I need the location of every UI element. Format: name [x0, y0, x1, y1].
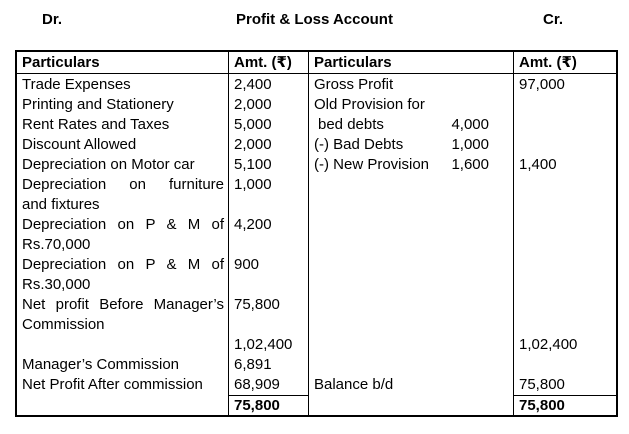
credit-particular-line — [309, 255, 513, 275]
credit-particular-line — [309, 115, 513, 135]
credit-particular-line — [309, 355, 513, 375]
credit-amount-column — [514, 74, 616, 415]
credit-particular-line — [309, 235, 513, 255]
debit-amount — [229, 235, 308, 255]
credit-particular-line: Old Provision for — [314, 96, 425, 113]
credit-particular-line — [309, 155, 513, 175]
debit-amount: 2,000 — [234, 96, 272, 113]
credit-particular-label: (-) New Provision — [314, 156, 430, 173]
debit-total-amount: 75,800 — [229, 395, 308, 415]
debit-particular-line: Rs.70,000 — [22, 236, 91, 253]
credit-particular-line — [309, 395, 513, 415]
debit-particular-line: Commission — [22, 316, 105, 333]
debit-amount — [229, 315, 308, 335]
debit-particular-line — [17, 395, 228, 415]
credit-particular-line — [309, 215, 513, 235]
column-header-credit-amount: Amt. (₹) — [514, 52, 616, 74]
debit-particular-line: Depreciation on furniture — [22, 176, 224, 193]
debit-particular-line: Printing and Stationery — [22, 96, 174, 113]
credit-inner-amount: 1,000 — [451, 136, 489, 153]
debit-particular-line: Depreciation on P & M of — [22, 216, 224, 233]
debit-amount: 75,800 — [234, 296, 280, 313]
debit-amount: 68,909 — [234, 376, 280, 393]
credit-particular-line — [309, 335, 513, 355]
column-header-credit-particulars: Particulars — [309, 52, 514, 74]
credit-amount: 97,000 — [519, 76, 565, 93]
debit-particular-line: Rent Rates and Taxes — [22, 116, 170, 133]
credit-particular-line — [309, 175, 513, 195]
credit-particular-label: bed debts — [318, 116, 384, 133]
debit-particular-line: Net Profit After commission — [22, 376, 203, 393]
credit-particular-line — [309, 135, 513, 155]
credit-amount — [514, 215, 616, 235]
column-header-debit-particulars: Particulars — [17, 52, 229, 74]
credit-amount — [514, 355, 616, 375]
debit-amount: 6,891 — [234, 356, 272, 373]
cr-label: Cr. — [543, 11, 564, 28]
credit-amount — [514, 315, 616, 335]
debit-particular-line: Net profit Before Manager’s — [22, 296, 224, 313]
debit-amount: 2,400 — [234, 76, 272, 93]
debit-amount: 5,000 — [234, 116, 272, 133]
credit-amount — [514, 115, 616, 135]
debit-particulars-column — [17, 74, 229, 415]
credit-inner-amount: 4,000 — [451, 116, 489, 133]
debit-amount: 4,200 — [234, 216, 272, 233]
column-header-debit-amount: Amt. (₹) — [229, 52, 309, 74]
debit-amount: 900 — [234, 256, 260, 273]
debit-amount: 1,000 — [234, 176, 272, 193]
credit-particular-label: (-) Bad Debts — [314, 136, 404, 153]
credit-amount — [514, 135, 616, 155]
credit-particular-line — [309, 295, 513, 315]
page-title: Profit & Loss Account — [236, 11, 393, 28]
credit-amount: 75,800 — [519, 376, 565, 393]
debit-amount: 5,100 — [234, 156, 272, 173]
debit-particular-line: Rs.30,000 — [22, 276, 91, 293]
credit-particular-line — [309, 275, 513, 295]
debit-particular-line: Discount Allowed — [22, 136, 137, 153]
credit-inner-amount: 1,600 — [451, 156, 489, 173]
credit-particulars-column — [309, 74, 514, 415]
credit-particular-line: Balance b/d — [314, 376, 394, 393]
debit-amount-column — [229, 74, 309, 415]
debit-amount: 1,02,400 — [234, 336, 293, 353]
account-title-bar — [0, 11, 629, 33]
credit-particular-line — [309, 315, 513, 335]
debit-particular-line: and fixtures — [22, 196, 100, 213]
debit-particular-line: Trade Expenses — [22, 76, 131, 93]
debit-particular-line: Depreciation on P & M of — [22, 256, 224, 273]
debit-particular-line: Manager’s Commission — [22, 356, 180, 373]
debit-amount — [229, 195, 308, 215]
credit-amount — [514, 95, 616, 115]
credit-amount — [514, 275, 616, 295]
debit-amount: 2,000 — [234, 136, 272, 153]
credit-amount — [514, 195, 616, 215]
credit-amount — [514, 175, 616, 195]
debit-particular-line — [17, 335, 228, 355]
profit-loss-table — [15, 50, 618, 417]
credit-amount — [514, 295, 616, 315]
credit-particular-line: Gross Profit — [314, 76, 394, 93]
credit-total-amount: 75,800 — [514, 395, 616, 415]
debit-particular-line: Depreciation on Motor car — [22, 156, 195, 173]
dr-label: Dr. — [42, 11, 63, 28]
credit-amount: 1,400 — [519, 156, 557, 173]
credit-amount: 1,02,400 — [519, 336, 578, 353]
credit-particular-line — [309, 195, 513, 215]
credit-amount — [514, 255, 616, 275]
credit-amount — [514, 235, 616, 255]
debit-amount — [229, 275, 308, 295]
